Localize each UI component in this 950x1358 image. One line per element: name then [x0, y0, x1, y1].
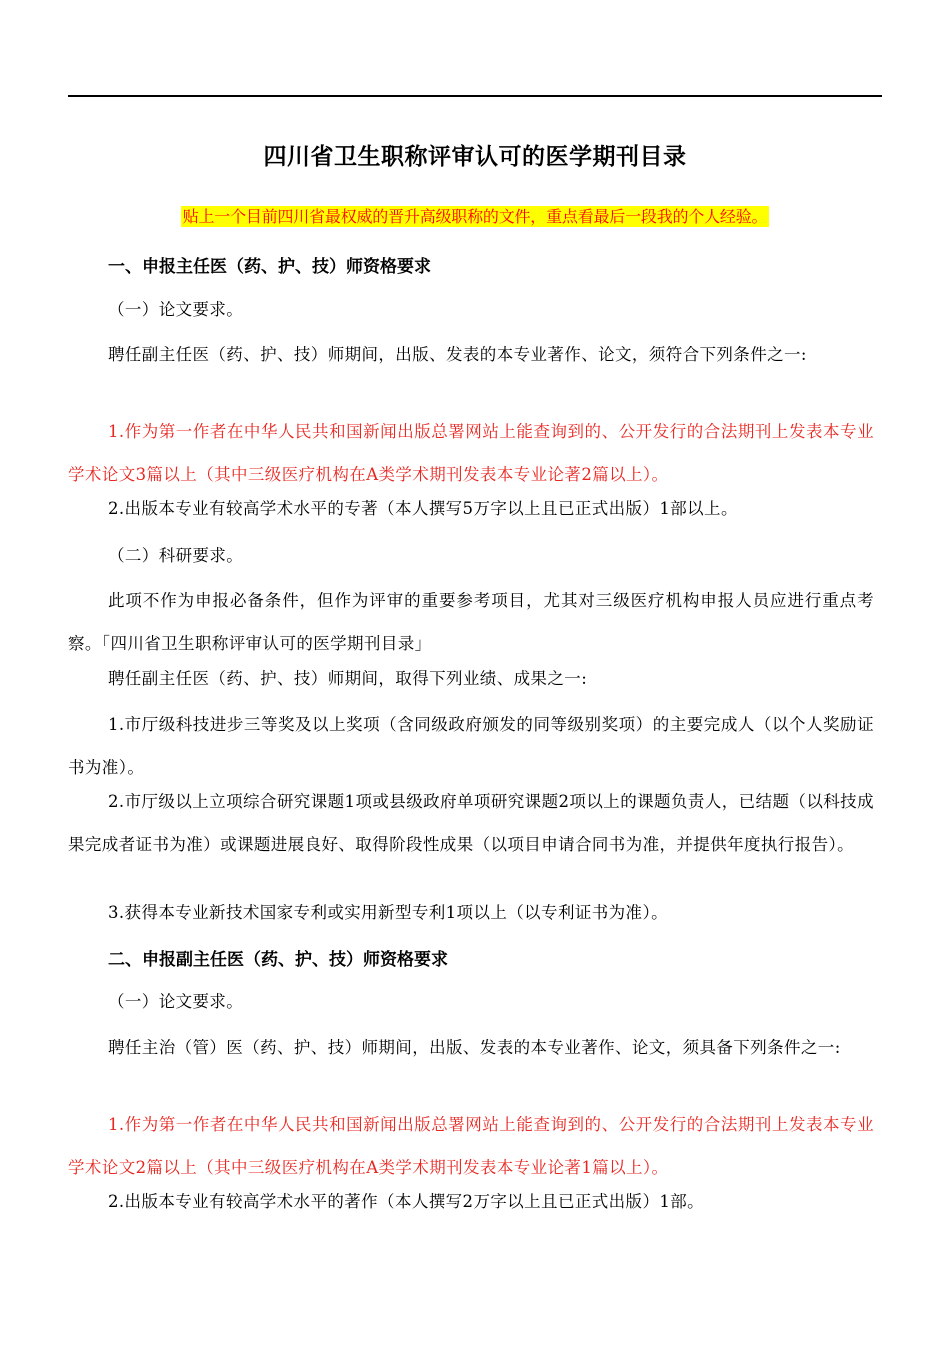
- highlight-note: 贴上一个目前四川省最权威的晋升高级职称的文件，重点看最后一段我的个人经验。: [182, 207, 768, 226]
- section1-sub2-note: 此项不作为申报必备条件，但作为评审的重要参考项目，尤其对三级医疗机构申报人员应进行重点考察。「四川省卫生职称评审认可的医学期刊目录」: [68, 591, 874, 653]
- section1-sub1-item1: 1.作为第一作者在中华人民共和国新闻出版总署网站上能查询到的、公开发行的合法期刊上发表本专业学术论文3篇以上（其中三级医疗机构在A类学术期刊发表本专业论著2篇以上）。: [68, 422, 874, 484]
- section2-sub1-intro: 聘任主治（管）医（药、护、技）师期间，出版、发表的本专业著作、论文，须具备下列条件之一:: [108, 1038, 841, 1057]
- section1-heading: 一、申报主任医（药、护、技）师资格要求: [108, 257, 431, 277]
- section1-sub2-intro: 聘任副主任医（药、护、技）师期间，取得下列业绩、成果之一:: [108, 669, 588, 688]
- section1-sub2-title: （二）科研要求。: [108, 546, 244, 565]
- section1-sub2-item2: 2.市厅级以上立项综合研究课题1项或县级政府单项研究课题2项以上的课题负责人，已结题（以科技成果完成者证书为准）或课题进展良好、取得阶段性成果（以项目申请合同书为准，并提供年度执行报告）。: [68, 792, 874, 854]
- section1-sub1-item2: 2.出版本专业有较高学术水平的专著（本人撰写5万字以上且已正式出版）1部以上。: [108, 499, 738, 518]
- section2-heading: 二、申报副主任医（药、护、技）师资格要求: [108, 950, 448, 970]
- section1-sub2-item3: 3.获得本专业新技术国家专利或实用新型专利1项以上（以专利证书为准）。: [108, 903, 668, 922]
- section1-sub1-title: （一）论文要求。: [108, 300, 244, 319]
- section2-sub1-item2: 2.出版本专业有较高学术水平的著作（本人撰写2万字以上且已正式出版）1部。: [108, 1192, 705, 1211]
- document-title: 四川省卫生职称评审认可的医学期刊目录: [263, 144, 687, 170]
- header-rule: [68, 95, 882, 97]
- section1-sub1-intro: 聘任副主任医（药、护、技）师期间，出版、发表的本专业著作、论文，须符合下列条件之一:: [108, 345, 807, 364]
- section2-sub1-item1: 1.作为第一作者在中华人民共和国新闻出版总署网站上能查询到的、公开发行的合法期刊上发表本专业学术论文2篇以上（其中三级医疗机构在A类学术期刊发表本专业论著1篇以上）。: [68, 1115, 874, 1177]
- section2-sub1-title: （一）论文要求。: [108, 992, 244, 1011]
- highlight-note-container: [0, 204, 950, 227]
- section1-sub2-item1: 1.市厅级科技进步三等奖及以上奖项（含同级政府颁发的同等级别奖项）的主要完成人（以个人奖励证书为准）。: [68, 715, 874, 777]
